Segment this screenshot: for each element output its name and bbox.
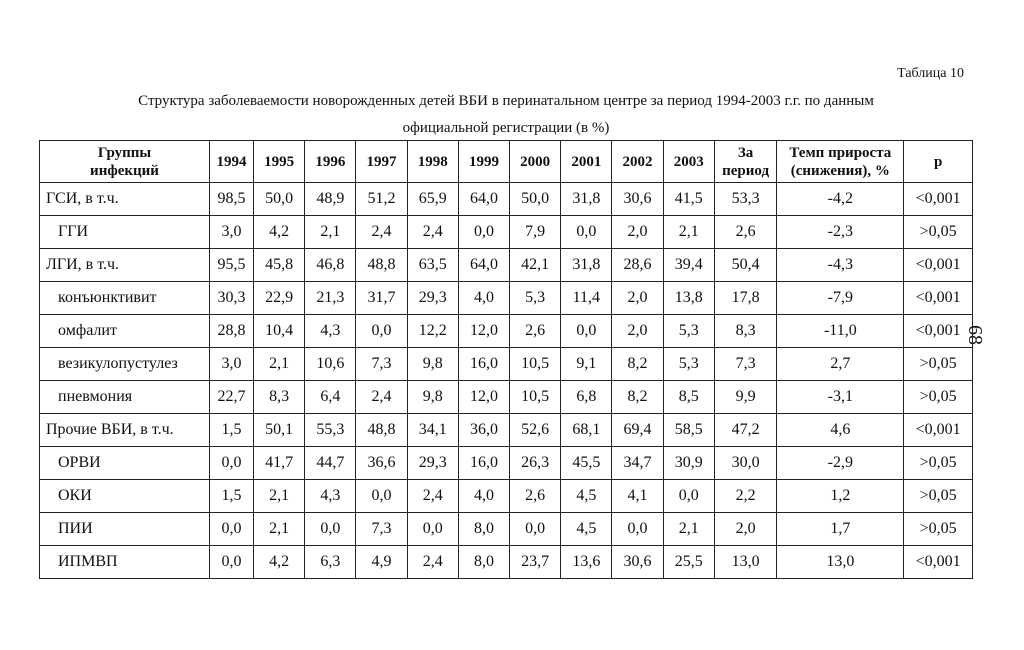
row-label: пневмония: [40, 381, 210, 414]
year-value: 4,0: [458, 480, 509, 513]
year-value: 2,0: [612, 282, 663, 315]
year-value: 4,1: [612, 480, 663, 513]
year-value: 2,0: [612, 216, 663, 249]
year-value: 1,5: [210, 414, 254, 447]
year-value: 48,8: [356, 414, 407, 447]
table-row: [40, 546, 973, 579]
year-value: 64,0: [458, 249, 509, 282]
year-value: 55,3: [305, 414, 356, 447]
year-value: 4,5: [561, 480, 612, 513]
growth-value: 13,0: [777, 546, 904, 579]
year-value: 42,1: [510, 249, 561, 282]
year-value: 7,9: [510, 216, 561, 249]
year-value: 52,6: [510, 414, 561, 447]
period-value: 53,3: [714, 183, 776, 216]
year-value: 50,1: [254, 414, 305, 447]
p-value: >0,05: [904, 513, 973, 546]
year-value: 2,6: [510, 480, 561, 513]
year-value: 0,0: [612, 513, 663, 546]
year-value: 0,0: [210, 546, 254, 579]
table-row: [40, 282, 973, 315]
period-value: 13,0: [714, 546, 776, 579]
period-value: 30,0: [714, 447, 776, 480]
p-value: <0,001: [904, 282, 973, 315]
year-value: 6,4: [305, 381, 356, 414]
year-value: 8,5: [663, 381, 714, 414]
year-value: 28,6: [612, 249, 663, 282]
header-period-line-1: За: [737, 144, 754, 161]
period-value: 8,3: [714, 315, 776, 348]
year-value: 4,2: [254, 216, 305, 249]
header-year: 2003: [663, 141, 714, 183]
period-value: 2,2: [714, 480, 776, 513]
year-value: 4,3: [305, 480, 356, 513]
year-value: 64,0: [458, 183, 509, 216]
year-value: 2,4: [407, 216, 458, 249]
growth-value: -11,0: [777, 315, 904, 348]
year-value: 29,3: [407, 282, 458, 315]
year-value: 44,7: [305, 447, 356, 480]
year-value: 6,3: [305, 546, 356, 579]
year-value: 30,9: [663, 447, 714, 480]
year-value: 48,9: [305, 183, 356, 216]
period-value: 50,4: [714, 249, 776, 282]
year-value: 16,0: [458, 348, 509, 381]
p-value: >0,05: [904, 348, 973, 381]
p-value: <0,001: [904, 249, 973, 282]
year-value: 36,0: [458, 414, 509, 447]
period-value: 9,9: [714, 381, 776, 414]
year-value: 5,3: [510, 282, 561, 315]
header-year: 1995: [254, 141, 305, 183]
year-value: 2,1: [663, 216, 714, 249]
year-value: 16,0: [458, 447, 509, 480]
year-value: 4,0: [458, 282, 509, 315]
year-value: 3,0: [210, 216, 254, 249]
year-value: 50,0: [510, 183, 561, 216]
title-line-2: официальной регистрации (в %): [402, 120, 610, 136]
year-value: 0,0: [210, 513, 254, 546]
row-label: везикулопустулез: [40, 348, 210, 381]
year-value: 65,9: [407, 183, 458, 216]
row-label: ГСИ, в т.ч.: [40, 183, 210, 216]
year-value: 13,6: [561, 546, 612, 579]
incidence-table: [39, 140, 973, 579]
header-year: 1996: [305, 141, 356, 183]
row-label: ПИИ: [40, 513, 210, 546]
header-group-line-2: инфекций: [90, 162, 159, 179]
year-value: 39,4: [663, 249, 714, 282]
growth-value: -3,1: [777, 381, 904, 414]
year-value: 58,5: [663, 414, 714, 447]
year-value: 8,2: [612, 348, 663, 381]
year-value: 50,0: [254, 183, 305, 216]
header-growth: [777, 141, 904, 183]
p-value: >0,05: [904, 216, 973, 249]
year-value: 4,5: [561, 513, 612, 546]
year-value: 22,9: [254, 282, 305, 315]
header-growth-line-2: (снижения), %: [790, 162, 890, 179]
table-body: [40, 183, 973, 579]
row-label: ОРВИ: [40, 447, 210, 480]
year-value: 8,3: [254, 381, 305, 414]
growth-value: 1,7: [777, 513, 904, 546]
year-value: 2,4: [356, 216, 407, 249]
table-row: [40, 348, 973, 381]
year-value: 0,0: [305, 513, 356, 546]
year-value: 31,8: [561, 249, 612, 282]
growth-value: 1,2: [777, 480, 904, 513]
year-value: 0,0: [458, 216, 509, 249]
year-value: 31,8: [561, 183, 612, 216]
year-value: 69,4: [612, 414, 663, 447]
table-number: Таблица 10: [897, 66, 964, 81]
table-title: [40, 88, 972, 142]
row-label: ГГИ: [40, 216, 210, 249]
year-value: 12,0: [458, 381, 509, 414]
year-value: 7,3: [356, 513, 407, 546]
year-value: 2,1: [254, 513, 305, 546]
period-value: 17,8: [714, 282, 776, 315]
period-value: 2,0: [714, 513, 776, 546]
year-value: 28,8: [210, 315, 254, 348]
growth-value: 2,7: [777, 348, 904, 381]
table-row: [40, 414, 973, 447]
year-value: 41,7: [254, 447, 305, 480]
year-value: 4,9: [356, 546, 407, 579]
year-value: 11,4: [561, 282, 612, 315]
year-value: 2,1: [254, 480, 305, 513]
year-value: 41,5: [663, 183, 714, 216]
year-value: 8,2: [612, 381, 663, 414]
p-value: >0,05: [904, 480, 973, 513]
table-row: [40, 447, 973, 480]
year-value: 34,1: [407, 414, 458, 447]
year-value: 0,0: [210, 447, 254, 480]
year-value: 23,7: [510, 546, 561, 579]
year-value: 10,5: [510, 381, 561, 414]
header-year: 1994: [210, 141, 254, 183]
row-label: ИПМВП: [40, 546, 210, 579]
table-row: [40, 249, 973, 282]
year-value: 34,7: [612, 447, 663, 480]
year-value: 2,4: [407, 480, 458, 513]
year-value: 8,0: [458, 513, 509, 546]
year-value: 12,0: [458, 315, 509, 348]
header-group: [40, 141, 210, 183]
year-value: 0,0: [663, 480, 714, 513]
p-value: <0,001: [904, 546, 973, 579]
table-row: [40, 315, 973, 348]
year-value: 30,6: [612, 546, 663, 579]
year-value: 63,5: [407, 249, 458, 282]
year-value: 4,2: [254, 546, 305, 579]
growth-value: -4,3: [777, 249, 904, 282]
year-value: 45,5: [561, 447, 612, 480]
header-group-line-1: Группы: [97, 144, 152, 161]
header-growth-line-1: Темп прироста: [789, 144, 892, 161]
year-value: 2,1: [254, 348, 305, 381]
year-value: 98,5: [210, 183, 254, 216]
year-value: 6,8: [561, 381, 612, 414]
year-value: 2,1: [305, 216, 356, 249]
year-value: 51,2: [356, 183, 407, 216]
year-value: 13,8: [663, 282, 714, 315]
growth-value: -4,2: [777, 183, 904, 216]
row-label: конъюнктивит: [40, 282, 210, 315]
header-year: 1997: [356, 141, 407, 183]
row-label: ОКИ: [40, 480, 210, 513]
year-value: 7,3: [356, 348, 407, 381]
page-number: 68: [964, 325, 986, 345]
growth-value: -7,9: [777, 282, 904, 315]
year-value: 5,3: [663, 348, 714, 381]
year-value: 21,3: [305, 282, 356, 315]
year-value: 10,4: [254, 315, 305, 348]
growth-value: -2,9: [777, 447, 904, 480]
year-value: 2,1: [663, 513, 714, 546]
year-value: 3,0: [210, 348, 254, 381]
period-value: 7,3: [714, 348, 776, 381]
growth-value: -2,3: [777, 216, 904, 249]
year-value: 36,6: [356, 447, 407, 480]
header-p: p: [904, 141, 973, 183]
year-value: 48,8: [356, 249, 407, 282]
year-value: 8,0: [458, 546, 509, 579]
year-value: 68,1: [561, 414, 612, 447]
year-value: 0,0: [407, 513, 458, 546]
growth-value: 4,6: [777, 414, 904, 447]
year-value: 30,6: [612, 183, 663, 216]
year-value: 1,5: [210, 480, 254, 513]
year-value: 10,5: [510, 348, 561, 381]
period-value: 2,6: [714, 216, 776, 249]
table-row: [40, 480, 973, 513]
year-value: 0,0: [356, 480, 407, 513]
year-value: 26,3: [510, 447, 561, 480]
table-row: [40, 381, 973, 414]
year-value: 31,7: [356, 282, 407, 315]
title-line-1: Структура заболеваемости новорожденных детей ВБИ в перинатальном центре за период 1994-2003 г.г. по данным: [138, 93, 874, 109]
year-value: 9,1: [561, 348, 612, 381]
year-value: 30,3: [210, 282, 254, 315]
row-label: Прочие ВБИ, в т.ч.: [40, 414, 210, 447]
header-year: 2001: [561, 141, 612, 183]
year-value: 2,0: [612, 315, 663, 348]
year-value: 0,0: [356, 315, 407, 348]
year-value: 9,8: [407, 381, 458, 414]
year-value: 0,0: [561, 315, 612, 348]
p-value: <0,001: [904, 414, 973, 447]
table-row: [40, 183, 973, 216]
table-row: [40, 216, 973, 249]
p-value: <0,001: [904, 315, 973, 348]
period-value: 47,2: [714, 414, 776, 447]
p-value: >0,05: [904, 381, 973, 414]
year-value: 46,8: [305, 249, 356, 282]
year-value: 45,8: [254, 249, 305, 282]
year-value: 2,6: [510, 315, 561, 348]
year-value: 29,3: [407, 447, 458, 480]
year-value: 0,0: [510, 513, 561, 546]
row-label: омфалит: [40, 315, 210, 348]
year-value: 22,7: [210, 381, 254, 414]
year-value: 9,8: [407, 348, 458, 381]
year-value: 12,2: [407, 315, 458, 348]
year-value: 4,3: [305, 315, 356, 348]
header-year: 2002: [612, 141, 663, 183]
header-year: 1999: [458, 141, 509, 183]
row-label: ЛГИ, в т.ч.: [40, 249, 210, 282]
year-value: 95,5: [210, 249, 254, 282]
year-value: 25,5: [663, 546, 714, 579]
p-value: <0,001: [904, 183, 973, 216]
year-value: 0,0: [561, 216, 612, 249]
header-row: [40, 141, 973, 183]
p-value: >0,05: [904, 447, 973, 480]
header-year: 1998: [407, 141, 458, 183]
year-value: 2,4: [407, 546, 458, 579]
year-value: 5,3: [663, 315, 714, 348]
table-row: [40, 513, 973, 546]
year-value: 2,4: [356, 381, 407, 414]
header-period-line-2: период: [722, 162, 770, 179]
year-value: 10,6: [305, 348, 356, 381]
header-period: [714, 141, 776, 183]
header-year: 2000: [510, 141, 561, 183]
